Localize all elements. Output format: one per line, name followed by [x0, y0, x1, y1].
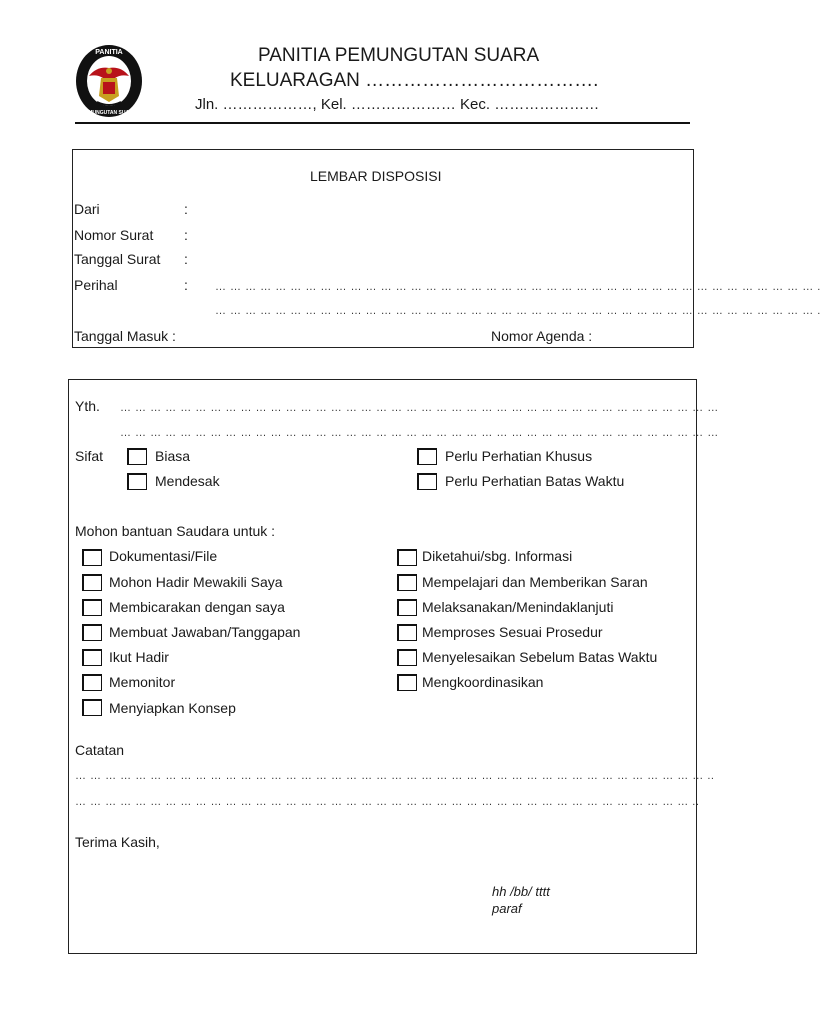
- checkbox-membicarakan[interactable]: [82, 599, 102, 616]
- checkbox-memproses[interactable]: [397, 624, 417, 641]
- field-nomor-surat-label: Nomor Surat: [74, 227, 154, 243]
- option-mempelajari: Mempelajari dan Memberikan Saran: [422, 574, 648, 590]
- checkbox-perlu-perhatian-khusus[interactable]: [417, 448, 437, 465]
- option-melaksanakan: Melaksanakan/Menindaklanjuti: [422, 599, 614, 615]
- option-mengkoordinasikan: Mengkoordinasikan: [422, 674, 544, 690]
- option-menyiapkan-konsep: Menyiapkan Konsep: [109, 700, 236, 716]
- checkbox-menyiapkan-konsep[interactable]: [82, 699, 102, 716]
- checkbox-dokumentasi[interactable]: [82, 549, 102, 566]
- option-biasa: Biasa: [155, 448, 191, 464]
- perihal-dots-1: … … … … … … … … … … … … … … … … … … … … … … … … … … … … … … … … … … … … … … … … .: [215, 281, 821, 293]
- disposisi-title: LEMBAR DISPOSISI: [310, 168, 442, 184]
- checkbox-melaksanakan[interactable]: [397, 599, 417, 616]
- catatan-dots-1: … … … … … … … … … … … … … … … … … … … … … … … … … … … … … … … … … … … … … … … … … … ..: [75, 770, 715, 782]
- header-rule: [75, 122, 690, 124]
- checkbox-mengkoordinasikan[interactable]: [397, 674, 417, 691]
- option-ikut-hadir: Ikut Hadir: [109, 649, 169, 665]
- instruksi-box: [68, 379, 719, 954]
- option-perlu-perhatian-khusus: Perlu Perhatian Khusus: [445, 448, 593, 464]
- option-mendesak: Mendesak: [155, 473, 220, 489]
- logo-text-bottom: PEMUNGUTAN SUARA: [81, 110, 137, 116]
- option-dokumentasi: Dokumentasi/File: [109, 548, 218, 564]
- mohon-label: Mohon bantuan Saudara untuk :: [75, 523, 276, 539]
- header-line2: KELUARAGAN ……………………………….: [230, 70, 599, 91]
- yth-dots-1: … … … … … … … … … … … … … … … … … … … … … … … … … … … … … … … … … … … … … … … …: [120, 402, 719, 414]
- sifat-label: Sifat: [75, 448, 104, 464]
- checkbox-membuat-jawaban[interactable]: [82, 624, 102, 641]
- header-line1: PANITIA PEMUNGUTAN SUARA: [258, 45, 540, 66]
- field-dari-label: Dari: [74, 201, 100, 217]
- checkbox-perlu-perhatian-batas-waktu[interactable]: [417, 473, 437, 490]
- field-nomor-surat-sep: :: [184, 227, 188, 243]
- logo-text-top: PANITIA: [95, 49, 123, 56]
- option-perlu-perhatian-batas-waktu: Perlu Perhatian Batas Waktu: [445, 473, 625, 489]
- yth-dots-2: … … … … … … … … … … … … … … … … … … … … … … … … … … … … … … … … … … … … … … … …: [120, 427, 719, 439]
- yth-label: Yth.: [75, 398, 100, 414]
- date-placeholder: hh /bb/ tttt: [492, 884, 550, 899]
- checkbox-memonitor[interactable]: [82, 674, 102, 691]
- field-tanggal-surat-label: Tanggal Surat: [74, 251, 161, 267]
- checkbox-diketahui[interactable]: [397, 549, 417, 566]
- header-line3: Jln. ………………, Kel. ………………… Kec. …………………: [195, 96, 600, 113]
- option-mohon-hadir: Mohon Hadir Mewakili Saya: [109, 574, 283, 590]
- kpu-logo: [75, 44, 143, 118]
- tanggal-masuk-label: Tanggal Masuk :: [74, 328, 176, 344]
- checkbox-mohon-hadir[interactable]: [82, 574, 102, 591]
- catatan-dots-2: … … … … … … … … … … … … … … … … … … … … … … … … … … … … … … … … … … … … … … … … … ..: [75, 796, 700, 808]
- field-tanggal-surat-sep: :: [184, 251, 188, 267]
- perihal-dots-2: … … … … … … … … … … … … … … … … … … … … … … … … … … … … … … … … … … … … … … … … .: [215, 305, 821, 317]
- option-memproses: Memproses Sesuai Prosedur: [422, 624, 603, 640]
- checkbox-menyelesaikan[interactable]: [397, 649, 417, 666]
- option-menyelesaikan: Menyelesaikan Sebelum Batas Waktu: [422, 649, 658, 665]
- checkbox-mendesak[interactable]: [127, 473, 147, 490]
- paraf-label: paraf: [492, 901, 522, 916]
- checkbox-biasa[interactable]: [127, 448, 147, 465]
- option-diketahui: Diketahui/sbg. Informasi: [422, 548, 573, 564]
- checkbox-mempelajari[interactable]: [397, 574, 417, 591]
- catatan-label: Catatan: [75, 742, 125, 758]
- option-membuat-jawaban: Membuat Jawaban/Tanggapan: [109, 624, 301, 640]
- field-perihal-sep: :: [184, 277, 188, 293]
- terima-kasih: Terima Kasih,: [75, 834, 160, 850]
- option-memonitor: Memonitor: [109, 674, 176, 690]
- checkbox-ikut-hadir[interactable]: [82, 649, 102, 666]
- field-perihal-label: Perihal: [74, 277, 118, 293]
- nomor-agenda-label: Nomor Agenda :: [491, 328, 593, 344]
- field-dari-sep: :: [184, 201, 188, 217]
- option-membicarakan: Membicarakan dengan saya: [109, 599, 285, 615]
